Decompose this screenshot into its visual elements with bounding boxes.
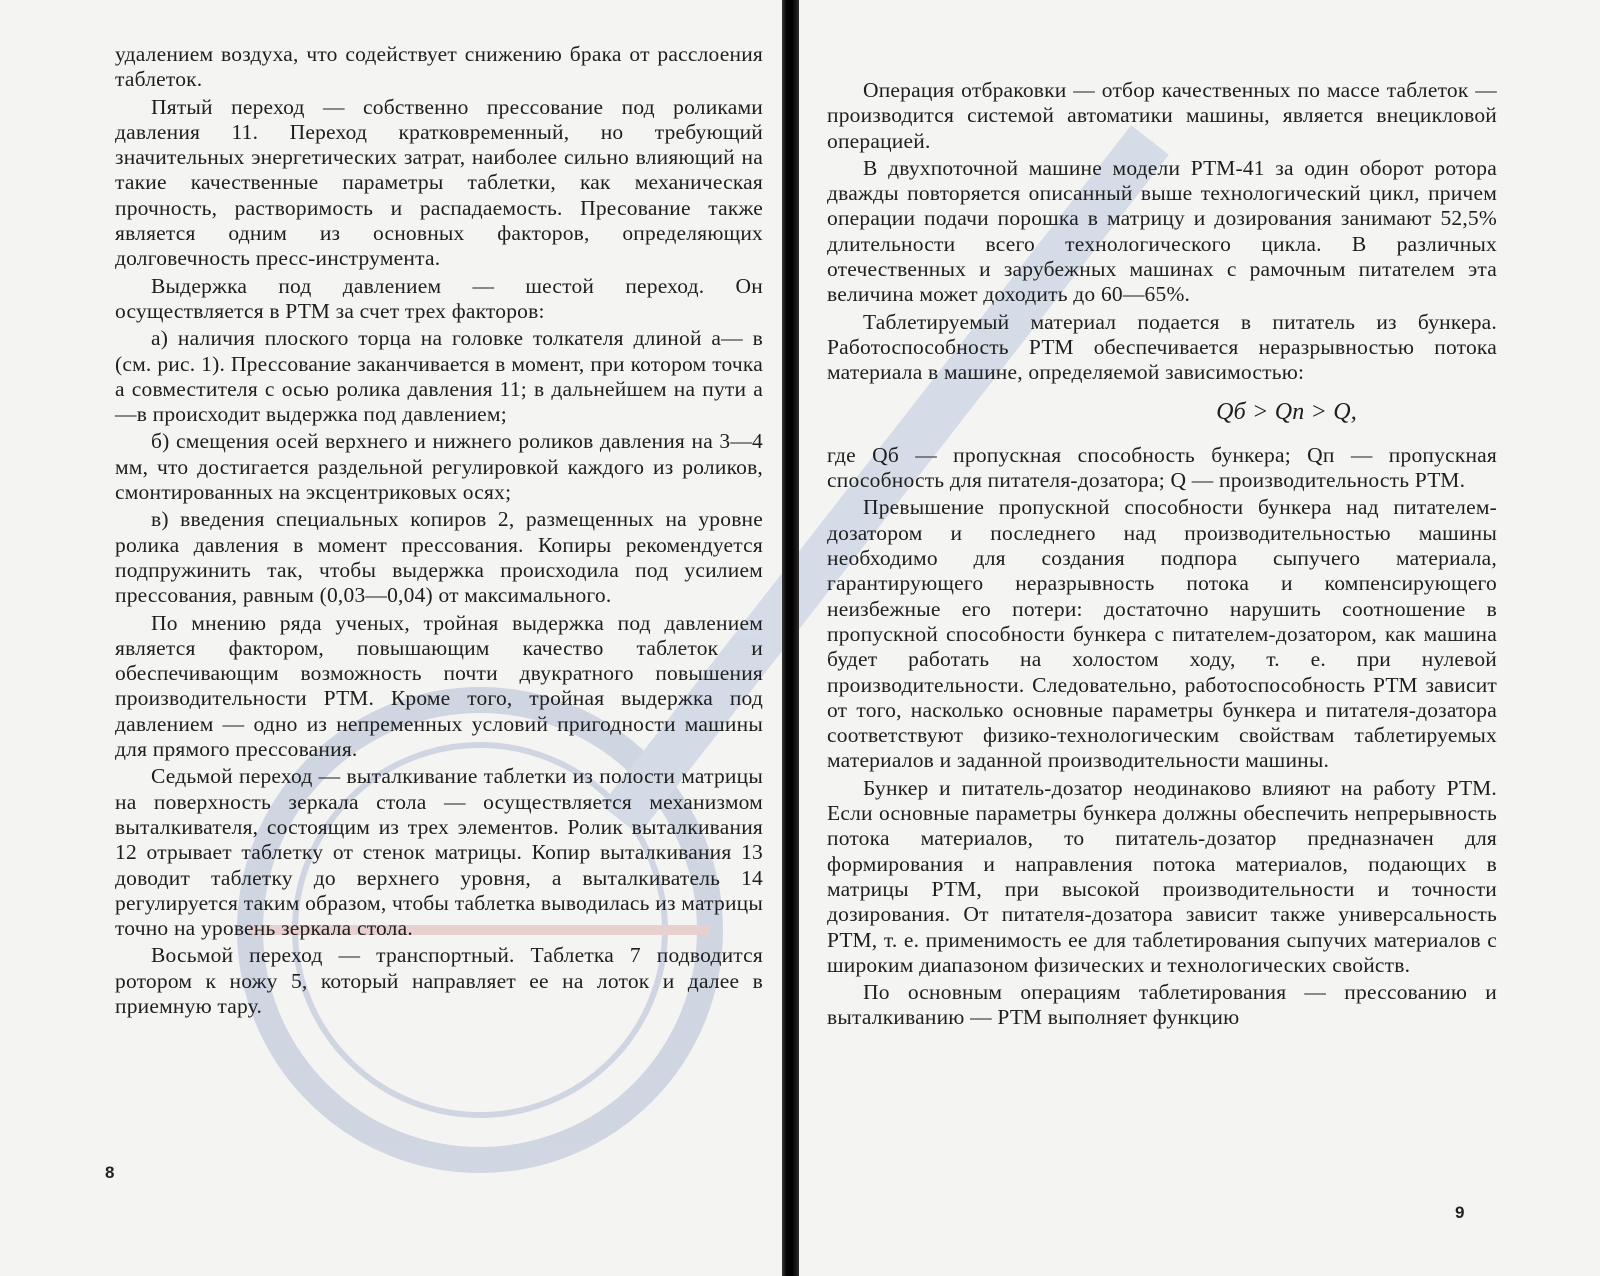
left-text-column (115, 42, 763, 1021)
list-item: а) наличия плоского торца на головке толкателя длиной а— в (см. рис. 1). Прессование заканчивается в момент, при котором точка а совместителя с осью ролика давления 11; в дальнейшем на пути а—в происходит выдержка под давлением; (115, 326, 763, 427)
left-page (0, 0, 782, 1276)
book-gutter (782, 0, 799, 1276)
list-item: в) введения специальных копиров 2, размещенных на уровне ролика давления в момент прессования. Копиры рекомендуется подпружинить так, чтобы выдержка происходила под усилием прессования, равным (0,03—0,04) от максимального. (115, 507, 763, 608)
list-item: б) смещения осей верхнего и нижнего роликов давления на 3—4 мм, что достигается раздельной регулировкой каждого из роликов, смонтированных на эксцентриковых осях; (115, 429, 763, 505)
paragraph: По основным операциям таблетирования — прессованию и выталкиванию — РТМ выполняет функцию (827, 980, 1497, 1030)
right-page (799, 0, 1600, 1276)
paragraph: Восьмой переход — транспортный. Таблетка 7 подводится ротором к ножу 5, который направляет ее на лоток и далее в приемную тару. (115, 943, 763, 1018)
page-number-left: 8 (105, 1163, 115, 1182)
paragraph: Превышение пропускной способности бункера над питателем-дозатором и последнего над производительностью машины необходимо для создания подпора сыпучего материала, гарантирующего неразрывность потока и компенсирующего неизбежные его потери: достаточно нарушить соотношение в пропускной способности бункера с питателем-дозатором, как машина будет работать на холостом ходу, т. е. при нулевой производительности. Следовательно, работоспособность РТМ зависит от того, насколько основные параметры бункера и питателя-дозатора соответствуют физико-технологическим свойствам таблетируемых материалов и заданной производительности машины. (827, 495, 1497, 773)
paragraph: Бункер и питатель-дозатор неодинаково влияют на работу РТМ. Если основные параметры бункера должны обеспечить непрерывность потока материалов, то питатель-дозатор предназначен для формирования и направления потока материалов, подающих в матрицы РТМ, при высокой производительности и точности дозирования. От питателя-дозатора зависит также универсальность РТМ, т. е. применимость ее для таблетирования сыпучих материалов с широким диапазоном физических и технологических свойств. (827, 775, 1497, 977)
paragraph: По мнению ряда ученых, тройная выдержка под давлением является фактором, повышающим качество таблеток и обеспечивающим возможность почти двукратного повышения производительности РТМ. Кроме того, тройная выдержка под давлением — одно из непременных условий пригодности машины для прямого прессования. (115, 610, 763, 762)
paragraph: где Qб — пропускная способность бункера; Qп — пропускная способность для питателя-дозатора; Q — производительность РТМ. (827, 442, 1497, 493)
formula: Qб > Qп > Q, (1216, 398, 1357, 425)
page-number-right: 9 (1455, 1203, 1465, 1222)
paragraph: удалением воздуха, что содействует снижению брака от расслоения таблеток. (115, 42, 763, 92)
paragraph: Таблетируемый материал подается в питатель из бункера. Работоспособность РТМ обеспечивается неразрывностью потока материала в машине, определяемой зависимостью: (827, 309, 1497, 385)
paragraph: Пятый переход — собственно прессование под роликами давления 11. Переход кратковременный, но требующий значительных энергетических затрат, наиболее сильно влияющий на такие качественные параметры таблетки, как механическая прочность, растворимость и распадаемость. Пресование также является одним из основных факторов, определяющих долговечность пресс-инструмента. (115, 94, 763, 271)
paragraph: Выдержка под давлением — шестой переход. Он осуществляется в РТМ за счет трех факторов: (115, 273, 763, 323)
paragraph: Седьмой переход — выталкивание таблетки из полости матрицы на поверхность зеркала стола — осуществляется механизмом выталкивателя, состоящим из трех элементов. Ролик выталкивания 12 отрывает таблетку от стенок матрицы. Копир выталкивания 13 доводит таблетку до верхнего уровня, а выталкиватель 14 регулируется таким образом, чтобы таблетка выводилась из матрицы точно на уровень зеркала стола. (115, 764, 763, 941)
right-text-column (827, 78, 1497, 1033)
paragraph: В двухпоточной машине модели РТМ-41 за один оборот ротора дважды повторяется описанный выше технологический цикл, причем операции подачи порошка в матрицу и дозирования занимают 52,5% длительности всего технологического цикла. В различных отечественных и зарубежных машинах с рамочным питателем эта величина может доходить до 60—65%. (827, 155, 1497, 307)
paragraph: Операция отбраковки — отбор качественных по массе таблеток — производится системой автоматики машины, является внецикловой операцией. (827, 78, 1497, 153)
